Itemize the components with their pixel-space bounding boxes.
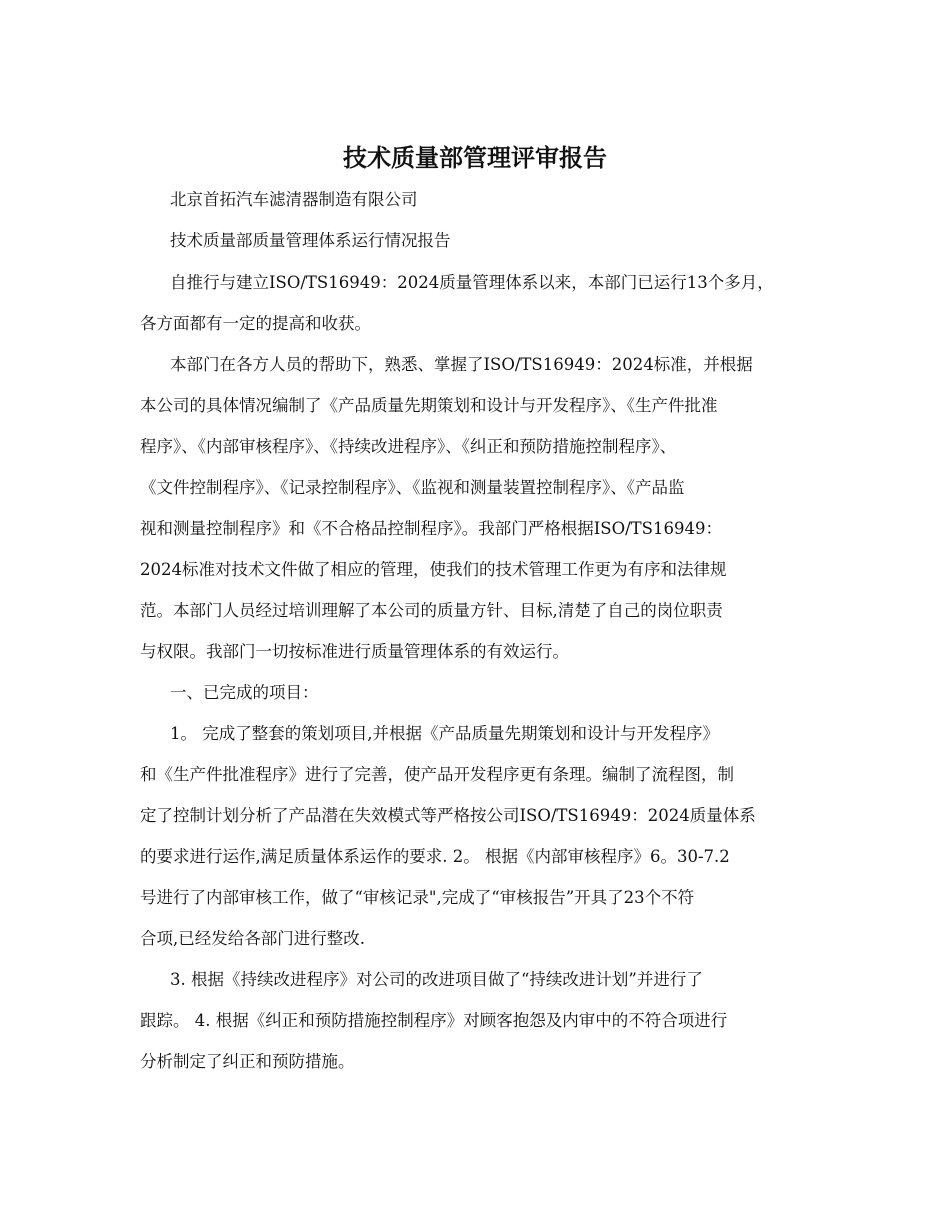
paragraph-line: 《文件控制程序》、《记录控制程序》、《监视和测量装置控制程序》、《产品监 (140, 478, 685, 497)
paragraph-line: 视和测量控制程序》和《不合格品控制程序》。我部门严格根据ISO/TS16949： (140, 519, 722, 538)
paragraph-line: 和《生产件批准程序》进行了完善，使产品开发程序更有条理。编制了流程图，制 (140, 765, 734, 784)
paragraph-line: 程序》、《内部审核程序》、《持续改进程序》、《纠正和预防措施控制程序》、 (140, 437, 677, 456)
paragraph-line: 各方面都有一定的提高和收获。 (140, 314, 371, 333)
paragraph-line: 自推行与建立ISO/TS16949：2024质量管理体系以来，本部门已运行13个多月， (170, 273, 774, 292)
paragraph-line: 分析制定了纠正和预防措施。 (140, 1052, 355, 1071)
paragraph-line: 号进行了内部审核工作，做了“审核记录",完成了“审核报告”开具了23个不符 (140, 888, 695, 907)
paragraph-line: 1。 完成了整套的策划项目,并根据《产品质量先期策划和设计与开发程序》 (170, 724, 719, 743)
document-title: 技术质量部管理评审报告 (343, 143, 607, 172)
paragraph-line: 2024标准对技术文件做了相应的管理，使我们的技术管理工作更为有序和法律规 (140, 560, 727, 579)
paragraph-line: 定了控制计划分析了产品潜在失效模式等严格按公司ISO/TS16949：2024质量体系 (140, 806, 756, 825)
paragraph-line: 范。本部门人员经过培训理解了本公司的质量方针、目标,清楚了自己的岗位职责 (140, 601, 723, 620)
paragraph-line: 合项,已经发给各部门进行整改. (140, 929, 365, 948)
report-subtitle: 技术质量部质量管理体系运行情况报告 (170, 231, 451, 250)
paragraph-line: 本公司的具体情况编制了《产品质量先期策划和设计与开发程序》、《生产件批准 (140, 396, 718, 415)
paragraph-line: 跟踪。 4. 根据《纠正和预防措施控制程序》对顾客抱怨及内审中的不符合项进行 (140, 1011, 728, 1030)
company-name: 北京首拓汽车滤清器制造有限公司 (170, 190, 418, 209)
paragraph-line: 与权限。我部门一切按标准进行质量管理体系的有效运行。 (140, 642, 569, 661)
paragraph-line: 的要求进行运作,满足质量体系运作的要求. 2。 根据《内部审核程序》6。30-7.2 (140, 847, 730, 866)
paragraph-line: 本部门在各方人员的帮助下，熟悉、掌握了ISO/TS16949：2024标准，并根据 (170, 355, 753, 374)
paragraph-line: 3. 根据《持续改进程序》对公司的改进项目做了“持续改进计划”并进行了 (170, 970, 703, 989)
section-heading: 一、已完成的项目： (170, 683, 319, 702)
